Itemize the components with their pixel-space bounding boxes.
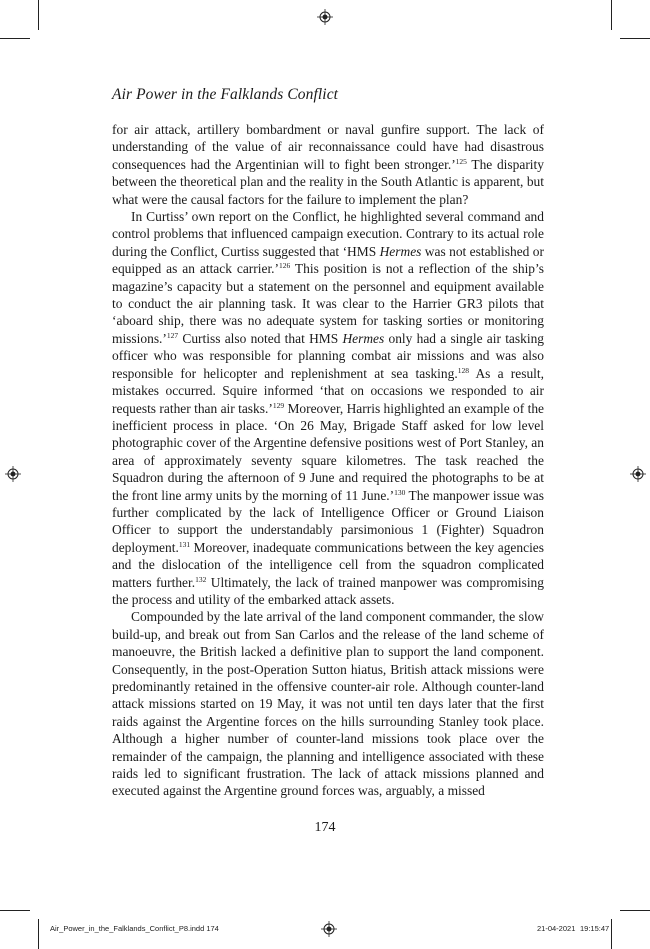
paragraph [112, 208, 544, 608]
italic-text: Hermes [379, 243, 422, 259]
crop-mark [611, 0, 612, 30]
registration-mark-icon [317, 9, 333, 25]
text-run: As a result, mistakes occurred. Squire informed ‘that on occasions we responded to air requests rather than air tasks.’ [112, 365, 545, 416]
footnote-ref: 132 [195, 574, 207, 584]
crop-mark [620, 910, 650, 911]
crop-mark [38, 919, 39, 949]
slug-time: 19:15:47 [580, 924, 610, 933]
body-text [112, 121, 544, 800]
text-run: Moreover, inadequate communications between the key agencies and the dislocation of the intelligence cell from the squadron complicated matters further. [112, 539, 544, 590]
footnote-ref: 127 [166, 330, 179, 340]
running-header: Air Power in the Falklands Conflict [112, 86, 339, 103]
footnote-ref: 126 [279, 261, 291, 271]
registration-mark-icon [321, 921, 337, 937]
registration-mark-icon [5, 466, 21, 482]
text-run: This position is not a reflection of the ship’s magazine’s capacity but a statement on the personnel and equipment available to conduct the air planning task. It was clear to the Harrier GR3 pilots that ‘aboard ship, there was no adequate system for tasking sorties or monitoring missions.’ [112, 261, 544, 346]
text-run: The manpower issue was further complicated by the lack of Intelligence Officer or Ground Liaison Officer to support the understandably parsimonious 1 (Fighter) Squadron deployment. [112, 487, 544, 555]
text-run: was not established or equipped as an attack carrier.’ [112, 243, 544, 277]
footnote-ref: 125 [455, 156, 467, 166]
text-run: Ultimately, the lack of trained manpower was compromising the process and utility of the embarked attack assets. [112, 574, 544, 607]
italic-text: Hermes [342, 330, 385, 346]
text-run: The disparity between the theoretical plan and the reality in the South Atlantic is apparent, but what were the causal factors for the failure to implement the plan? [112, 156, 544, 207]
text-run: Compounded by the late arrival of the land component commander, the slow build-up, and break out from San Carlos and the release of the land scheme of manoeuvre, the British lacked a definitive plan to support the land component. Consequently, in the post-Operation Sutton hiatus, British attack missions were predominantly retained in the offensive counter-air role. Although counter-land attack missions started on 19 May, it was not until ten days later that the first raids against the Argentine forces on the hills surrounding Stanley took place. Although a higher number of counter-land missions took place over the remainder of the campaign, the planning and intelligence associated with these raids led to significant frustration. The lack of attack missions planned and executed against the Argentine ground forces was, arguably, a missed [112, 609, 544, 799]
text-run: only had a single air tasking officer who was responsible for planning combat air missions and was also responsible for helicopter and replenishment at sea tasking. [112, 330, 545, 381]
footnote-ref: 131 [178, 539, 191, 549]
text-run: Moreover, Harris highlighted an example of the inefficient process in place. ‘On 26 May, Brigade Staff asked for low level photographic cover of the Argentine defensive positions west of Port Stanley, an area of approximately seventy square kilometres. The task reached the Squadron during the afternoon of 9 June and required the photographs to be at the front line army units by the morning of 11 June.’ [112, 400, 544, 503]
text-run: Curtiss also noted that HMS [178, 330, 343, 346]
crop-mark [0, 910, 30, 911]
text-run: for air attack, artillery bombardment or naval gunfire support. The lack of understanding of the value of air reconnaissance could have had disastrous consequences had the Argentinian will to fight been stronger.’ [112, 122, 544, 172]
footnote-ref: 129 [272, 400, 285, 410]
footnote-ref: 128 [457, 365, 469, 375]
crop-mark [38, 0, 39, 30]
paragraph [112, 608, 544, 799]
crop-mark [620, 38, 650, 39]
crop-mark [611, 919, 612, 949]
footnote-ref: 130 [394, 487, 406, 497]
slug-filename: Air_Power_in_the_Falklands_Conflict_P8.indd 174 [50, 924, 219, 933]
registration-mark-icon [630, 466, 646, 482]
page-number: 174 [314, 820, 336, 835]
paragraph [112, 121, 544, 208]
text-run: In Curtiss’ own report on the Conflict, he highlighted several command and control problems that influenced campaign execution. Contrary to its actual role during the Conflict, Curtiss suggested that ‘HMS [112, 209, 544, 259]
slug-date: 21-04-2021 [537, 924, 576, 933]
crop-mark [0, 38, 30, 39]
